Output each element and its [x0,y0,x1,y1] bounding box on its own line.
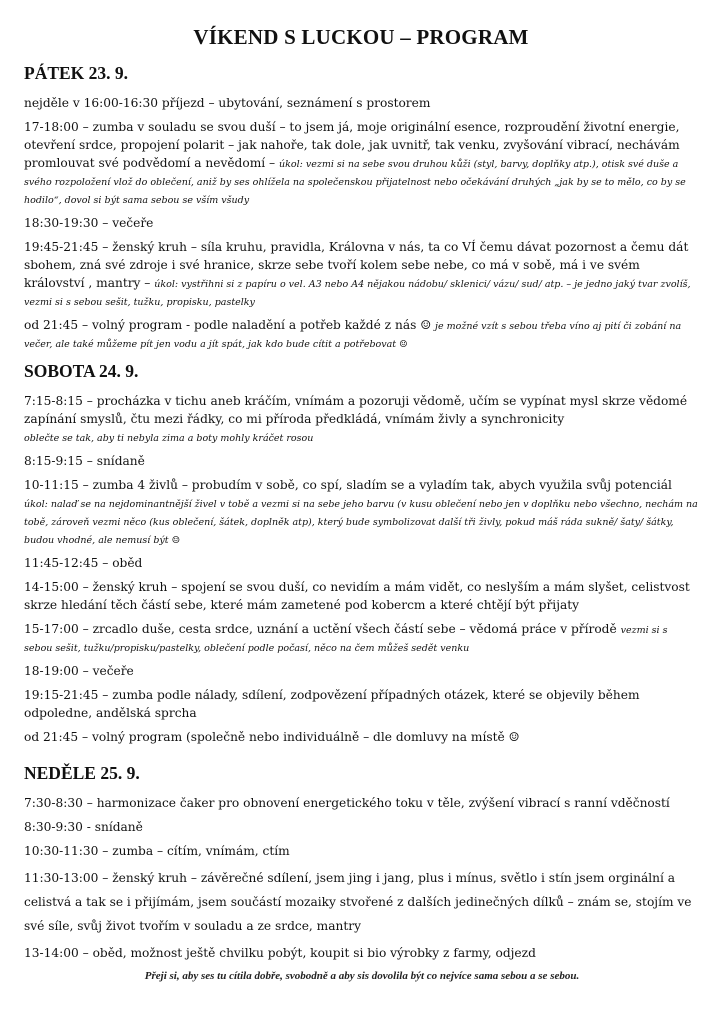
schedule-item [24,554,698,572]
schedule-item [24,476,698,548]
schedule-item [24,452,698,470]
schedule-item [24,944,698,962]
page-title: VÍKEND S LUCKOU – PROGRAM [193,25,529,49]
schedule-item [24,866,698,938]
item-text: 7:15-8:15 – procházka v tichu aneb kráčím, vnímám a pozoruji vědomě, učím se vypínat mysl skrze vědomé zapínání smyslů, čtu mezi řádky, co mi příroda předkládá, vnímám živly a synchronicity [24,394,688,426]
schedule-item [24,392,698,446]
item-text: 15-17:00 – zrcadlo duše, cesta srdce, uznání a uctění všech částí sebe – vědomá práce v přírodě [24,622,617,636]
item-text: od 21:45 – volný program - podle naladění a potřeb každé z nás ☺ [24,318,432,332]
item-text: 19:45-21:45 – ženský kruh – síla kruhu, pravidla, Královna v nás, ta co VÍ čemu dávat pozornost a čemu dát sbohem, zná své zdroje i své hranice, skrze sebe tvoří kolem sebe nebe, co má v sobě, má i ve svém království , mantry – [24,240,689,290]
item-note: úkol: vystřihni si z papíru o vel. A3 nebo A4 nějakou nádobu/ sklenici/ vázu/ sud/ atp. – je jedno jaký tvar zvolíš, vezmi si s sebou sešit, tužku, propisku, pastelky [24,279,691,308]
schedule-item [24,818,698,836]
item-note: úkol: nalaď se na nejdominantnější živel v tobě a vezmi si na sebe jeho barvu (v kusu oblečení nebo jen v doplňku nebo všechno, nechám na tobě, zároveň vezmi něco (kus oblečení, šátek, doplněk atp), který bude symbolizovat další tři živly, pokud máš ráda sukně/ šaty/ šátky, budou vhodné, ale nemusí být ☺ [24,499,698,546]
closing-note: Přeji si, aby ses tu cítila dobře, svobodně a aby sis dovolila být co nejvíce sama sebou a se sebou. [144,970,580,982]
item-text: 10-11:15 – zumba 4 živlů – probudím v sobě, co spí, sladím se a vyladím tak, abych využila svůj potenciál [24,478,672,492]
item-text: 19:15-21:45 – zumba podle nálady, sdílení, zodpovězení případných otázek, které se objevily během odpoledne, andělská sprcha [24,688,640,720]
schedule-item [24,94,698,112]
schedule-item [24,578,698,614]
item-text: 11:45-12:45 – oběd [24,556,143,570]
item-text: 11:30-13:00 – ženský kruh – závěrečné sdílení, jsem jing i jang, plus i mínus, světlo i stín jsem orginální a celistvá a tak se i přijímám, jsem součástí mozaiky stvořené z dalších jedinečných dílků – znám se, stojím ve své síle, svůj život tvořím v souladu a ze srdce, mantry [24,871,692,933]
schedule-item [24,238,698,310]
day-heading-friday: PÁTEK 23. 9. [24,63,129,83]
schedule-item [24,686,698,722]
item-text: 7:30-8:30 – harmonizace čaker pro obnovení energetického toku v těle, zvýšení vibrací s ranní vděčností [24,796,670,810]
item-note: je možné vzít s sebou třeba víno aj pití či zobání na večer, ale také můžeme pít jen vodu a jít spát, jak kdo bude cítit a potřebovat ☺ [24,321,682,350]
item-text: 18:30-19:30 – večeře [24,216,154,230]
schedule-item [24,728,698,746]
item-text: 8:15-9:15 – snídaně [24,454,145,468]
item-text: 14-15:00 – ženský kruh – spojení se svou duší, co nevidím a mám vidět, co neslyším a mám slyšet, celistvost skrze hledání těch částí sebe, které mám zametené pod kobercm a které chtějí být přijaty [24,580,690,612]
schedule-item [24,794,698,812]
item-note: oblečte se tak, aby ti nebyla zima a boty mohly kráčet rosou [24,433,314,444]
item-text: nejděle v 16:00-16:30 příjezd – ubytování, seznámení s prostorem [24,96,431,110]
item-text: od 21:45 – volný program (společně nebo individuálně – dle domluvy na místě ☺ [24,730,520,744]
day-heading-saturday: SOBOTA 24. 9. [24,361,139,381]
schedule-item [24,214,698,232]
schedule-item [24,118,698,208]
item-text: 17-18:00 – zumba v souladu se svou duší – to jsem já, moje originální esence, rozproudění životní energie, otevření srdce, propojení polarit – jak nahoře, tak dole, jak uvnitř, tak venku, zvyšování vibrací, nechávám promlouvat své podvědomí a nevědomí – [24,120,680,170]
day-heading-sunday: NEDĚLE 25. 9. [24,763,140,783]
schedule-item [24,842,698,860]
item-note: úkol: vezmi si na sebe svou druhou kůži (styl, barvy, doplňky atp.), otisk své duše a svého rozpoložení vlož do oblečení, aniž by ses ohlížela na společenskou přijatelnost nebo očekávání druhých „jak by se to mělo, co by se hodilo“, dovol si být sama sebou se vším všudy [24,159,686,206]
item-note: vezmi si s sebou sešit, tužku/propisku/pastelky, oblečení podle počasí, něco na čem můžeš sedět venku [24,625,668,654]
schedule-item [24,316,698,352]
item-text: 8:30-9:30 - snídaně [24,820,143,834]
item-text: 18-19:00 – večeře [24,664,134,678]
schedule-item [24,620,698,656]
item-text: 13-14:00 – oběd, možnost ještě chvilku pobýt, koupit si bio výrobky z farmy, odjezd [24,946,536,960]
schedule-item [24,662,698,680]
item-text: 10:30-11:30 – zumba – cítím, vnímám, ctím [24,844,290,858]
